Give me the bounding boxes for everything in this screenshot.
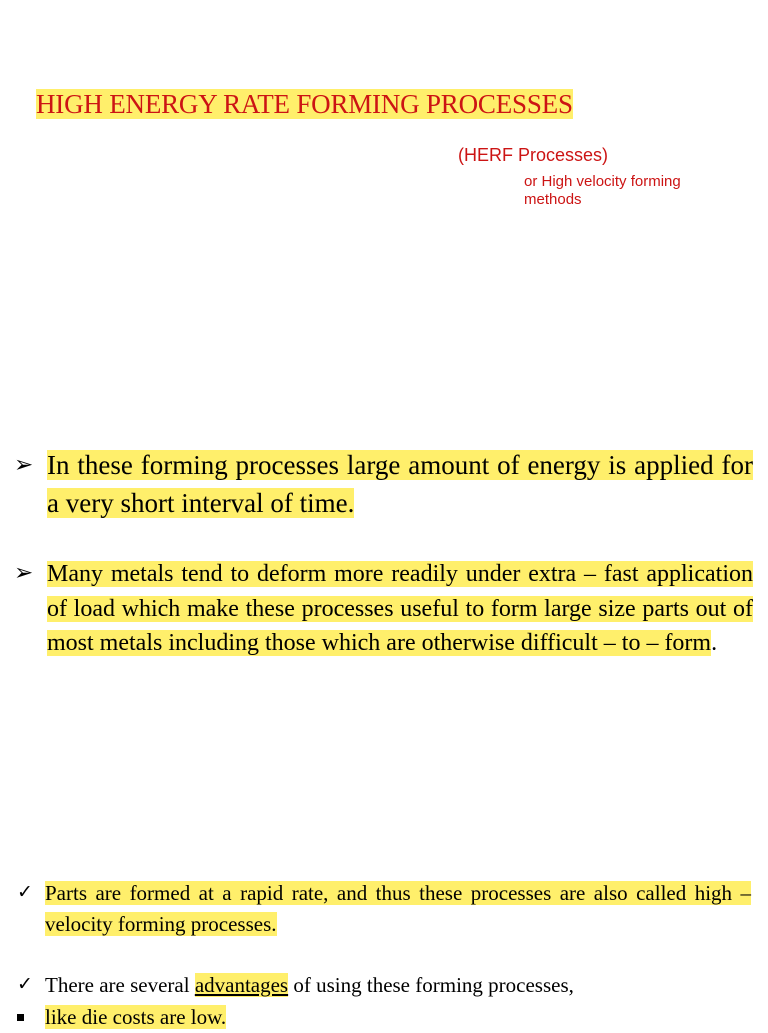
- page-title-text: HIGH ENERGY RATE FORMING PROCESSES: [36, 89, 573, 119]
- subtitle: (HERF Processes): [458, 145, 609, 165]
- checkmark-bullet-icon: ✓: [17, 881, 33, 903]
- advantages-word: advantages: [194, 973, 289, 997]
- checkmark-bullet-icon: ✓: [17, 973, 33, 995]
- square-bullet-icon: [17, 1014, 24, 1021]
- point-advantages: [45, 970, 751, 1001]
- arrow-bullet-icon: ➢: [14, 452, 34, 478]
- advantages-after: of using these forming processes,: [288, 973, 574, 997]
- sub-point-die-costs-text: like die costs are low.: [45, 1005, 227, 1029]
- arrow-bullet-icon: ➢: [14, 560, 34, 586]
- point-rapid-rate-text: Parts are formed at a rapid rate, and thus these processes are also called high – velocity forming processes.: [45, 881, 751, 936]
- page-title: [36, 86, 573, 122]
- subtitle-alt: or High velocity forming methods: [524, 173, 681, 208]
- point-metals-text: Many metals tend to deform more readily under extra – fast application of load which make these processes useful to form large size parts out of most metals including those which are otherwise difficult – to – form: [47, 561, 753, 656]
- advantages-before: There are several: [45, 973, 195, 997]
- point-rapid-rate: [45, 878, 751, 940]
- point-metals-end: .: [711, 630, 718, 656]
- sub-point-die-costs: [45, 1002, 751, 1033]
- point-energy-text: In these forming processes large amount of energy is applied for a very short interval of time.: [47, 450, 753, 518]
- point-metals: [47, 557, 753, 661]
- point-energy: [47, 446, 753, 522]
